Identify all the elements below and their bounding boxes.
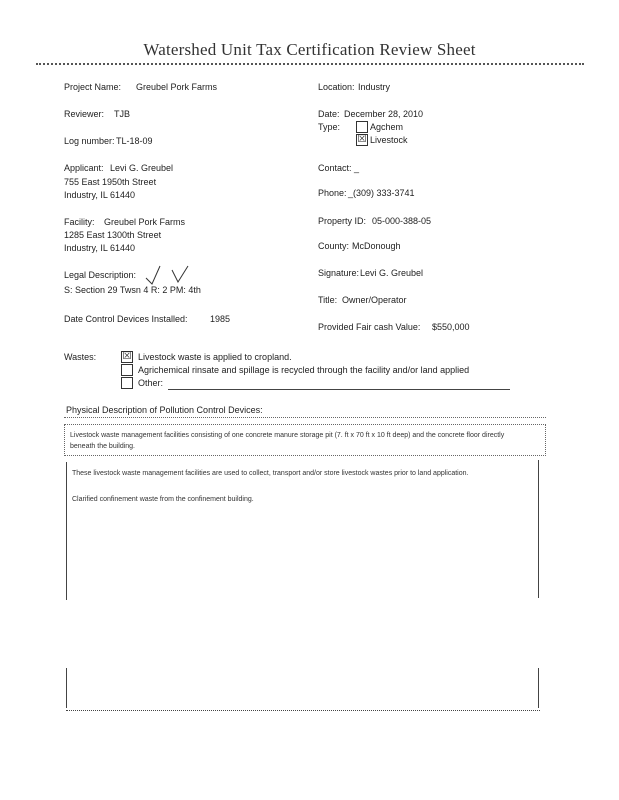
type-label: Type: [318, 122, 341, 132]
right-border-line-lower [538, 668, 539, 708]
type-agchem-label: Agchem [370, 122, 404, 132]
heading-rule [64, 417, 546, 418]
log-number-label: Log number: [64, 136, 115, 146]
contact-label: Contact: [318, 163, 352, 173]
waste-agrichemical-checkbox[interactable] [121, 364, 133, 376]
waste-livestock-label: Livestock waste is applied to cropland. [138, 352, 292, 362]
waste-agrichemical-label: Agrichemical rinsate and spillage is recycled through the facility and/or land applied [138, 365, 470, 375]
applicant-street: 755 East 1950th Street [64, 177, 157, 187]
other-underline [168, 389, 510, 390]
facility-street: 1285 East 1300th Street [64, 230, 162, 240]
county-value: McDonough [352, 241, 401, 251]
signature-label: Signature: [318, 268, 360, 278]
legal-description-value: S: Section 29 Twsn 4 R: 2 PM: 4th [64, 285, 201, 295]
left-border-line [66, 462, 67, 600]
description-line-2: These livestock waste management facilities are used to collect, transport and/or store livestock wastes prior to land application. [72, 470, 469, 477]
phone-label: Phone: [318, 188, 347, 198]
type-livestock-checkbox[interactable]: ☒ [357, 134, 367, 145]
controls-installed-label: Date Control Devices Installed: [64, 314, 188, 324]
county-label: County: [318, 241, 350, 251]
physical-description-heading: Physical Description of Pollution Control Devices: [66, 405, 263, 415]
description-line-1: Livestock waste management facilities consisting of one concrete manure storage pit (7. ft x 70 ft x 10 ft deep) and the concrete floor directly beneath the building. [70, 432, 505, 450]
reviewer-label: Reviewer: [64, 109, 105, 119]
property-id-label: Property ID: [318, 216, 367, 226]
type-livestock-label: Livestock [370, 135, 408, 145]
facility-name: Greubel Pork Farms [104, 217, 186, 227]
project-name-value: Greubel Pork Farms [136, 82, 218, 92]
property-id-value: 05-000-388-05 [372, 216, 432, 226]
type-agchem-checkbox[interactable] [356, 121, 368, 133]
fair-cash-label: Provided Fair cash Value: [318, 322, 421, 332]
log-number-value: TL-18-09 [116, 136, 153, 146]
description-line-3: Clarified confinement waste from the confinement building. [72, 496, 254, 503]
left-border-line-lower [66, 668, 67, 708]
applicant-label: Applicant: [64, 163, 104, 173]
legal-description-label: Legal Description: [64, 270, 137, 280]
waste-other-checkbox[interactable] [121, 377, 133, 389]
applicant-name: Levi G. Greubel [110, 163, 174, 173]
contact-value: _ [354, 163, 360, 173]
title-underline [36, 63, 584, 65]
fair-cash-value: $550,000 [432, 322, 470, 332]
phone-value: _(309) 333-3741 [348, 188, 415, 198]
wastes-label: Wastes: [64, 352, 97, 362]
owner-title-label: Title: [318, 295, 338, 305]
owner-title-value: Owner/Operator [342, 295, 407, 305]
reviewer-value: TJB [114, 109, 131, 119]
facility-city: Industry, IL 61440 [64, 243, 136, 253]
waste-livestock-checkbox[interactable]: ☒ [122, 351, 132, 362]
document-title: Watershed Unit Tax Certification Review Sheet [143, 40, 476, 59]
controls-installed-value: 1985 [210, 314, 231, 324]
signature-value: Levi G. Greubel [360, 268, 424, 278]
bottom-rule [66, 710, 540, 711]
date-label: Date: [318, 109, 340, 119]
waste-other-label: Other: [138, 378, 164, 388]
date-value: December 28, 2010 [344, 109, 424, 119]
location-value: Industry [358, 82, 391, 92]
facility-label: Facility: [64, 217, 95, 227]
applicant-city: Industry, IL 61440 [64, 190, 136, 200]
right-border-line [538, 460, 539, 598]
location-label: Location: [318, 82, 355, 92]
project-name-label: Project Name: [64, 82, 122, 92]
